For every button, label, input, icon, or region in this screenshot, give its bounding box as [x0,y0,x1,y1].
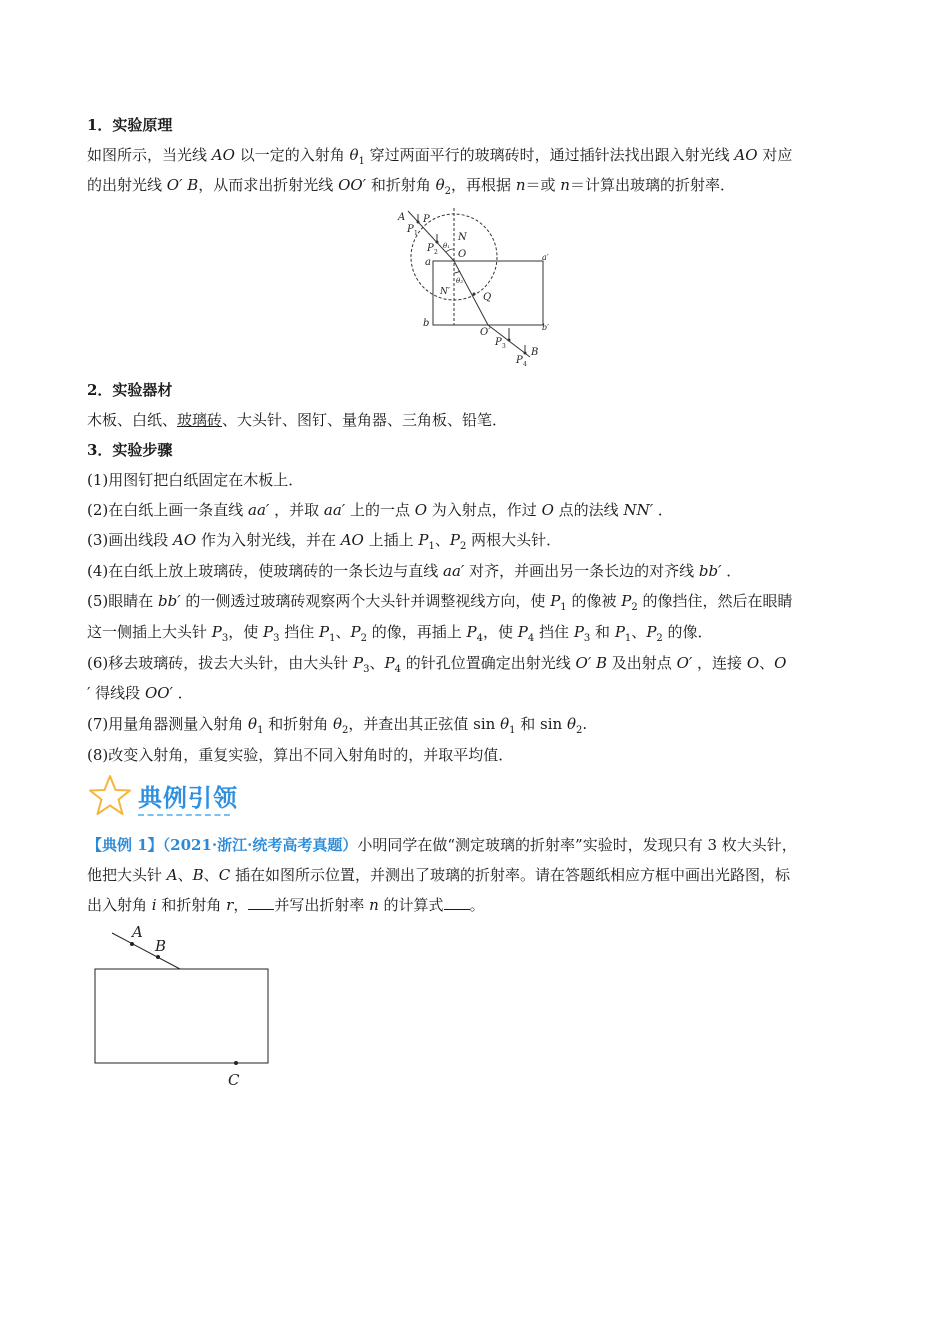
section1-heading: 1．实验原理 [87,116,173,134]
step-2: (2)在白纸上画一条直线 aa′ ，并取 aa′ 上的一点 O 为入射点，作过 O 点的法线 NN′ ． [87,501,673,519]
step-7: (7)用量角器测量入射角 $\theta_1$ 和折射角 $\theta_2$，并查出其正弦值 $\sin \theta_1$ 和 $\sin \theta_2$. [87,715,588,736]
answer-blank-1[interactable] [248,895,274,910]
pin-a [130,942,134,946]
svg-text:1: 1 [414,230,418,237]
step-1: (1)用图钉把白纸固定在木板上． [87,471,304,489]
example-tag: 【典例 1】 [87,836,163,854]
svg-text:O′: O′ [480,327,491,338]
svg-text:θ₁: θ₁ [443,242,451,250]
svg-text:O: O [458,249,467,260]
step-6-line-2: ′ 得线段 OO′ ． [87,684,193,702]
svg-text:N: N [458,232,467,243]
principle-line-2: 的出射光线 O′ B，从而求出折射光线 OO′ 和折射角 $\theta_2$，再根据 n＝或 n＝计算出玻璃的折射率． [87,176,735,197]
svg-text:2: 2 [434,249,438,256]
step-3: (3)画出线段 AO 作为入射光线，并在 AO 上插上 $P_1$、$P_2$ 两根大头针． [87,531,562,552]
svg-text:P: P [516,355,523,366]
pin-c [234,1061,238,1065]
section3-heading: 3．实验步骤 [87,441,173,459]
svg-text:N′: N′ [440,287,450,297]
refraction-diagram [390,205,560,370]
svg-text:A: A [398,212,406,223]
glass-block-2 [95,969,268,1063]
svg-text:A: A [132,923,143,941]
svg-text:Q: Q [483,292,492,303]
svg-text:P: P [407,224,414,235]
pin-diagram [90,920,290,1095]
svg-text:P: P [427,243,434,254]
step-4: (4)在白纸上放上玻璃砖，使玻璃砖的一条长边与直线 aa′ 对齐，并画出另一条长边的对齐线 bb′ ． [87,562,742,580]
protractor-circle [411,214,497,300]
step-5-line-1: (5)眼睛在 bb′ 的一侧透过玻璃砖观察两个大头针并调整视线方向，使 $P_1$ 的像被 $P_2$ 的像挡住，然后在眼睛 [87,592,793,613]
svg-text:P: P [423,214,430,225]
banner-underline [138,814,230,816]
example1-line-3: 出入射角 i 和折射角 r， 并写出折射率 n 的计算式 。 [87,896,485,914]
svg-text:b′: b′ [542,323,549,332]
svg-text:C: C [228,1071,240,1089]
equipment-list: 木板、白纸、玻璃砖、大头针、图钉、量角器、三角板、铅笔． [87,411,508,429]
svg-text:θ₂: θ₂ [456,277,464,285]
star-icon [87,774,133,818]
svg-text:B: B [531,347,539,358]
svg-text:4: 4 [523,361,527,368]
point-q [473,293,476,296]
answer-blank-2[interactable] [444,895,470,910]
svg-text:a′: a′ [542,253,549,262]
step-8: (8)改变入射角，重复实验，算出不同入射角时的，并取平均值． [87,746,514,764]
section2-heading: 2．实验器材 [87,381,173,399]
svg-text:b: b [423,318,430,329]
svg-text:a: a [425,257,431,268]
example1-line-1: 【典例 1】（2021·浙江·统考高考真题）小明同学在做“测定玻璃的折射率”实验时，发现只有 3 枚大头针， [87,836,797,854]
example-source: （2021·浙江·统考高考真题） [162,836,358,854]
angle2-arc [454,271,460,273]
step-5-line-2: 这一侧插上大头针 $P_3$，使 $P_3$ 挡住 $P_1$、$P_2$ 的像，再插上 $P_4$，使 $P_4$ 挡住 $P_3$ 和 $P_1$、$P_2$ 的像． [87,623,713,644]
svg-text:3: 3 [502,343,506,350]
svg-text:B: B [155,937,167,955]
principle-line-1: 如图所示，当光线 AO 以一定的入射角 $\theta_1$ 穿过两面平行的玻璃砖时，通过插针法找出跟入射光线 AO 对应 [87,146,793,167]
pin-b [156,955,160,959]
svg-text:P: P [495,337,502,348]
example1-line-2: 他把大头针 A、B、C 插在如图所示位置，并测出了玻璃的折射率。请在答题纸相应方框中画出光路图，标 [87,866,790,884]
pin-line-ab [112,933,180,969]
banner-title: 典例引领 [138,784,238,812]
step-6-line-1: (6)移去玻璃砖，拔去大头针，由大头针 $P_3$、$P_4$ 的针孔位置确定出射光线 O′ B 及出射点 O′ ，连接 O、O [87,654,787,675]
